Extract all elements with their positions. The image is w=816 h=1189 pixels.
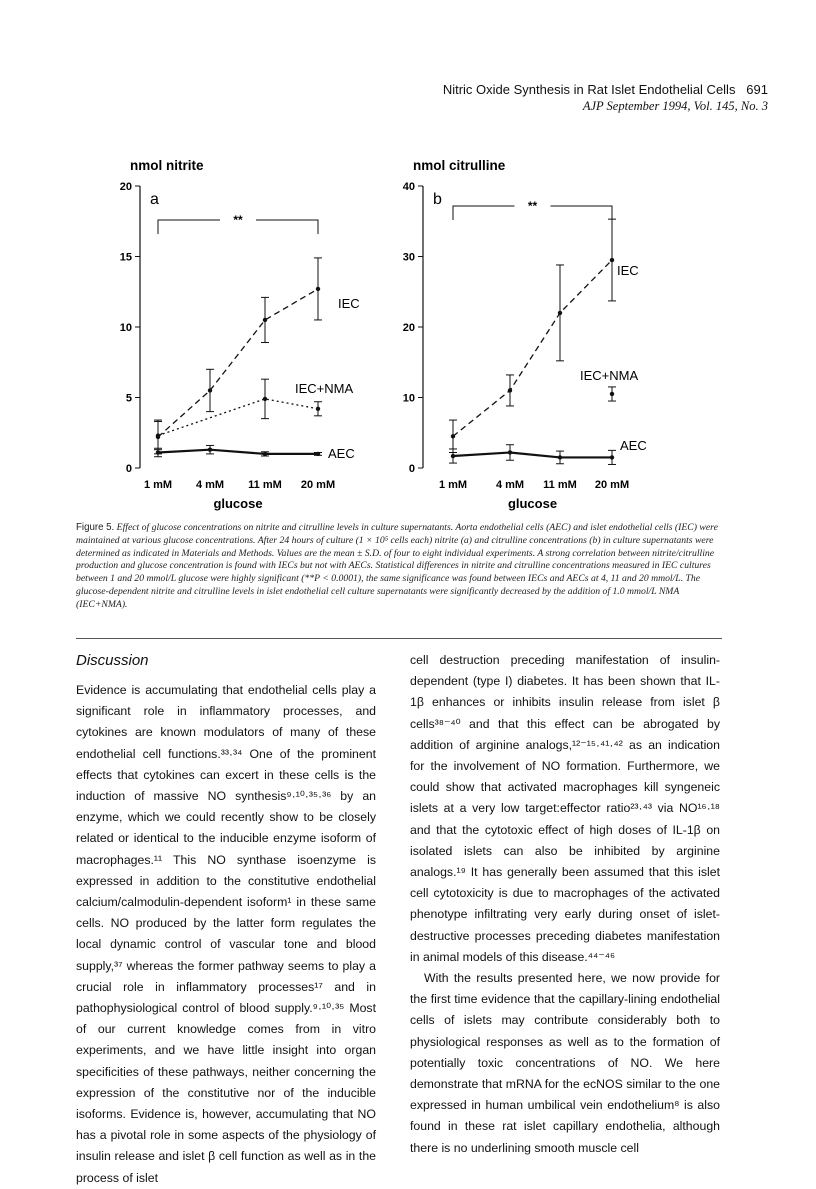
caption-divider [76, 638, 722, 639]
section-heading-discussion: Discussion [76, 652, 149, 669]
panel-letter: a [150, 191, 159, 208]
panel-letter: b [433, 191, 442, 208]
x-tick-label: 20 mM [300, 479, 336, 491]
data-point [156, 433, 160, 437]
caption-label: Figure 5. [76, 522, 115, 533]
significance-label: ** [527, 199, 538, 213]
running-title: Nitric Oxide Synthesis in Rat Islet Endothelial Cells [442, 82, 736, 97]
series-line-iec [453, 260, 612, 436]
data-point [263, 318, 267, 322]
data-point [610, 455, 614, 459]
y-tick-label: 0 [125, 463, 132, 475]
chart-title: nmol citrulline [413, 158, 506, 173]
data-point [263, 452, 267, 456]
significance-label: ** [233, 213, 243, 227]
x-tick-label: 11 mM [543, 479, 577, 491]
data-point [208, 388, 212, 392]
running-header [443, 82, 768, 114]
caption-text: Effect of glucose concentrations on nitrite and citrulline levels in culture supernatants. Aorta endothelial cells (AEC) and islet endothelial cells (IEC) were maintained at various glucose concentrations. After 24 hours of culture (1 × 10⁵ cells each) nitrite (a) and citrulline concentrations (b) in culture supernatants were determined as indicated in Materials and Methods. Values are the mean ± S.D. of four to eight individual experiments. A strong correlation between nitrite/citrulline production and glucose concentration is found with IECs but not with AECs. Statistical differences in nitrite and citrulline concentrations measured in IEC cultures between 1 and 20 mmol/L glucose were highly significant (**P < 0.0001), the same significance was found between IECs and AECs at 4, 11 and 20 mmol/L. The glucose-dependent nitrite and citrulline levels in islet endothelial cell culture supernatants were significantly decreased by the addition of 1.0 mmol/L NMA (IEC+NMA). [76, 522, 718, 610]
page-number: 691 [746, 82, 768, 97]
data-point [610, 258, 614, 262]
x-axis-label: glucose [507, 496, 558, 511]
right-column [410, 650, 720, 1159]
data-point [316, 407, 320, 411]
chart-title: nmol nitrite [130, 158, 204, 173]
series-label: AEC [328, 446, 355, 461]
data-point [263, 397, 267, 401]
series-label: IEC [617, 263, 639, 278]
data-point [610, 392, 614, 396]
left-column [76, 650, 376, 1189]
series-label: IEC+NMA [295, 381, 354, 396]
data-point [508, 450, 512, 454]
x-tick-label: 11 mM [248, 479, 282, 491]
series-label: IEC [338, 296, 360, 311]
data-point [208, 447, 212, 451]
y-tick-label: 30 [402, 251, 415, 264]
series-line-iec [158, 289, 318, 437]
y-tick-label: 10 [402, 392, 415, 405]
y-tick-label: 0 [408, 463, 415, 475]
x-tick-label: 4 mM [195, 479, 225, 491]
paragraph-right-2: With the results presented here, we now provide for the first time evidence that the capillary-lining endothelial cells of islets may contribute considerably both to physiological responses as well as to the formation of potentially toxic concentrations of NO. We here demonstrate that mRNA for the ecNOS similar to the one expressed in human umbilical vein endothelium⁸ is also found in these rat islet capillary endothelia, although there is no underlining smooth muscle cell [410, 971, 720, 1155]
journal-line: AJP September 1994, Vol. 145, No. 3 [582, 99, 768, 113]
series-line-iec-nma [158, 399, 318, 436]
data-point [451, 454, 455, 458]
x-tick-label: 1 mM [143, 479, 173, 491]
x-tick-label: 1 mM [438, 479, 468, 491]
paragraph-right-1: cell destruction preceding manifestation of insulin-dependent (type I) diabetes. It has been shown that IL-1β enhances or inhibits insulin release from islet β cells³⁸⁻⁴⁰ and that this effect can be abrogated by addition of arginine analogs,¹²⁻¹⁵·⁴¹·⁴² as an indication for the involvement of NO formation. Furthermore, we could show that activated macrophages kill syngeneic islets at a very low target:effector ratio²³·⁴³ via NO¹⁶·¹⁸ and that the cytotoxic effect of high doses of IL-1β on isolated islets can also be inhibited by arginine analogs.¹⁹ It has generally been assumed that this islet cell cytotoxicity is due to macrophages of the activated phenotype infiltrating very early during onset of islet-destructive processes preceding diabetes manifestation in animal models of this disease.⁴⁴⁻⁴⁶ [410, 653, 720, 964]
y-tick-label: 20 [119, 181, 132, 193]
series-label: IEC+NMA [580, 368, 639, 383]
x-tick-label: 4 mM [495, 479, 525, 491]
data-point [156, 450, 160, 454]
data-point [316, 287, 320, 291]
data-point [508, 388, 512, 392]
y-tick-label: 20 [402, 322, 415, 334]
data-point [451, 434, 455, 438]
y-tick-label: 5 [125, 392, 132, 405]
x-tick-label: 20 mM [594, 479, 630, 491]
series-line-aec [158, 450, 318, 454]
y-tick-label: 10 [119, 322, 132, 334]
paragraph-left-1: Evidence is accumulating that endothelial cells play a significant role in inflammatory processes, and cytokines are known modulators of many of these endothelial cell functions.³³·³⁴ One of the prominent effects that cytokines can excert in these cells is the induction of massive NO synthesis⁹·¹⁰·³⁵·³⁶ by an enzyme, which we could recently show to be closely related or identical to the inducible enzyme isoform of macrophages.¹¹ This NO synthase isoenzyme is expressed in addition to the constitutive endothelial calcium/calmodulin-dependent isoform¹ in these same cells. NO produced by the latter form regulates the local dynamic control of vascular tone and blood supply,³⁷ whereas the former pathway seems to play a crucial role in inflammatory processes¹⁷ and in pathophysiological control of blood supply.⁹·¹⁰·³⁵ Most of our current knowledge comes from in vitro experiments, and we have little insight into organ specificities of these pathways, neither concerning the expression of the constitutive nor of the inducible isoforms. Evidence is, however, accumulating that NO has a pivotal role in some aspects of the physiology of insulin release and islet β cell function as well as in the process of islet [76, 683, 376, 1185]
series-label: AEC [620, 438, 647, 453]
figure-caption [76, 522, 722, 612]
data-point [316, 452, 320, 456]
y-tick-label: 15 [119, 251, 132, 264]
data-point [558, 455, 562, 459]
x-axis-label: glucose [213, 496, 263, 511]
series-line-aec [453, 452, 612, 457]
data-point [558, 311, 562, 315]
figure-5-charts [90, 148, 730, 528]
y-tick-label: 40 [402, 181, 415, 193]
